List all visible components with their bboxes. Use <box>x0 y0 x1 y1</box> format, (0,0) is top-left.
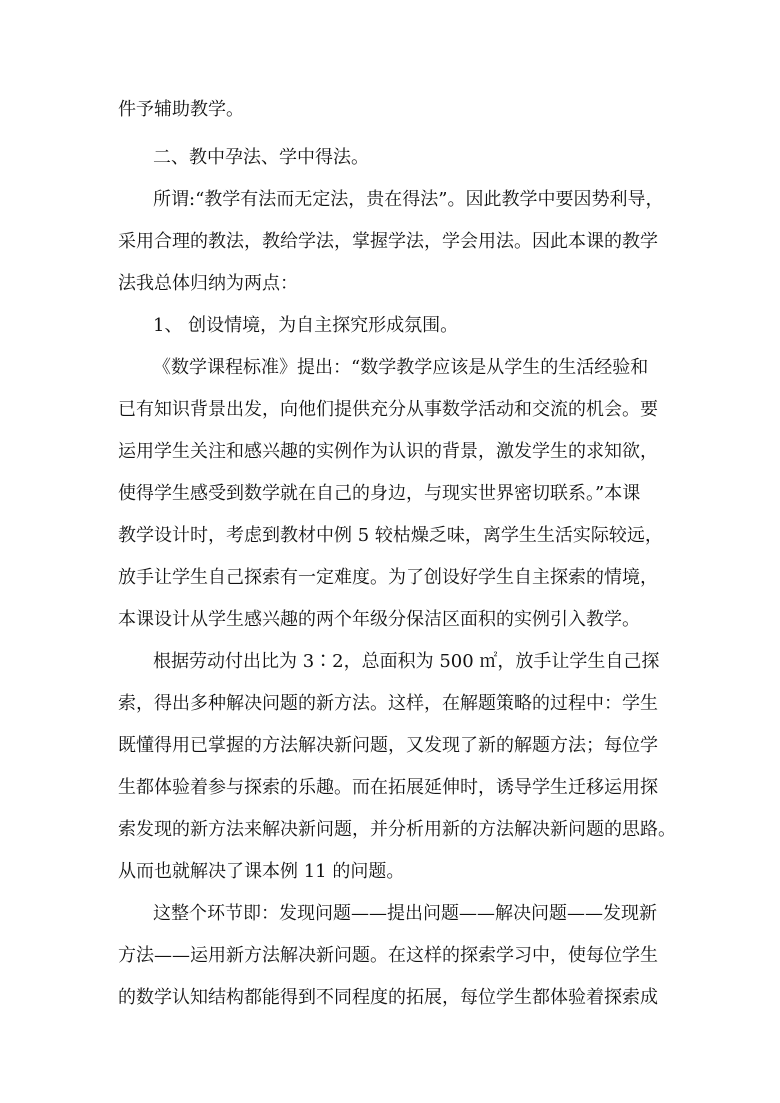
text-line: 的数学认知结构都能得到不同程度的拓展，每位学生都体验着探索成 <box>118 987 658 1008</box>
text-line: 既懂得用已掌握的方法解决新问题，又发现了新的解题方法；每位学 <box>118 735 658 756</box>
text-line: 方法——运用新方法解决新问题。在这样的探索学习中，使每位学生 <box>118 945 658 966</box>
text-line: 索，得出多种解决问题的新方法。这样，在解题策略的过程中：学生 <box>118 693 658 714</box>
text-line: 《数学课程标准》提出：“数学教学应该是从学生的生活经验和 <box>153 357 649 378</box>
subsection-heading: 1、 创设情境，为自主探究形成氛围。 <box>153 315 459 336</box>
text-line: 法我总体归纳为两点： <box>118 273 298 294</box>
text-line: 件予辅助教学。 <box>118 99 244 120</box>
text-line: 从而也就解决了课本例 11 的问题。 <box>118 861 405 882</box>
text-line: 放手让学生自己探索有一定难度。为了创设好学生自主探索的情境， <box>118 567 658 588</box>
text-line: 已有知识背景出发，向他们提供充分从事数学活动和交流的机会。要 <box>118 399 658 420</box>
text-line: 索发现的新方法来解决新问题，并分析用新的方法解决新问题的思路。 <box>118 819 676 840</box>
text-line: 运用学生关注和感兴趣的实例作为认识的背景，激发学生的求知欲， <box>118 441 658 462</box>
text-line: 教学设计时，考虑到教材中例 5 较枯燥乏味，离学生生活实际较远， <box>118 525 663 546</box>
text-line: 使得学生感受到数学就在自己的身边，与现实世界密切联系。”本课 <box>118 483 641 504</box>
text-line: 本课设计从学生感兴趣的两个年级分保洁区面积的实例引入教学。 <box>118 609 640 630</box>
text-line: 这整个环节即：发现问题——提出问题——解决问题——发现新 <box>153 903 657 924</box>
section-heading: 二、教中孕法、学中得法。 <box>153 147 369 168</box>
text-line: 生都体验着参与探索的乐趣。而在拓展延伸时，诱导学生迁移运用探 <box>118 777 658 798</box>
text-line: 所谓:“教学有法而无定法，贵在得法”。因此教学中要因势利导， <box>153 189 664 210</box>
text-line: 根据劳动付出比为 3∶2，总面积为 500 ㎡，放手让学生自己探 <box>153 651 660 672</box>
text-line: 采用合理的教法，教给学法，掌握学法，学会用法。因此本课的教学 <box>118 231 658 252</box>
